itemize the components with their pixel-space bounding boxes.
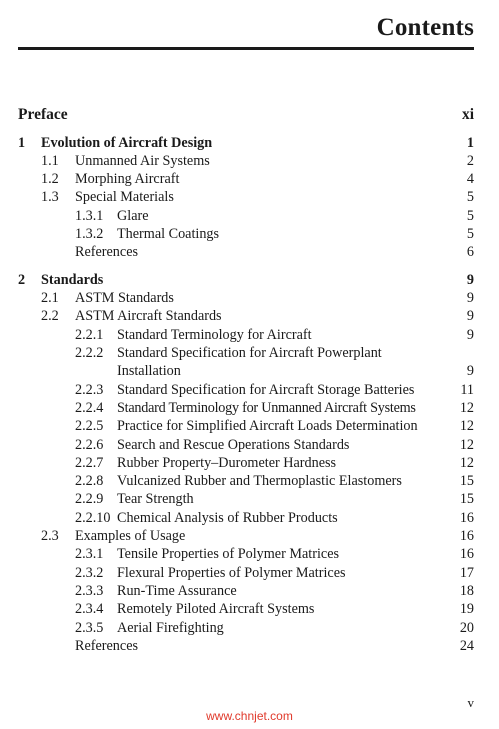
toc-entry-number: 2.3.1 <box>75 546 104 562</box>
toc-entry-section[interactable] <box>0 152 499 170</box>
toc-entry-number: 2.2.4 <box>75 400 104 416</box>
toc-entry-number: 2.1 <box>41 290 59 306</box>
toc-entry-references[interactable] <box>0 637 499 655</box>
toc-entry-section[interactable] <box>0 289 499 307</box>
toc-entry-title: Thermal Coatings <box>117 226 220 242</box>
toc-entry-title: Flexural Properties of Polymer Matrices <box>117 565 346 581</box>
toc-entry-subsection[interactable] <box>0 207 499 225</box>
toc-entry-page: 6 <box>466 244 474 260</box>
toc-entry-title: Aerial Firefighting <box>117 620 224 636</box>
toc-entry-page: 15 <box>459 491 474 507</box>
toc-entry-title: ASTM Aircraft Standards <box>75 308 222 324</box>
toc-entry-title: Examples of Usage <box>75 528 186 544</box>
toc-entry-page: 16 <box>459 510 474 526</box>
toc-entry-page: 12 <box>459 400 474 416</box>
toc-entry-number: 2.2.6 <box>75 437 104 453</box>
toc-entry-number: 2.2.9 <box>75 491 104 507</box>
toc-entry-subsection[interactable] <box>0 326 499 344</box>
toc-entry-title: Chemical Analysis of Rubber Products <box>117 510 338 526</box>
toc-entry-subsection[interactable] <box>0 490 499 508</box>
toc-entry-chapter-2[interactable] <box>0 271 499 289</box>
toc-entry-page: 5 <box>466 226 474 242</box>
toc-entry-section[interactable] <box>0 527 499 545</box>
toc-entry-title: References <box>75 638 139 654</box>
toc-entry-page: 12 <box>459 418 474 434</box>
toc-entry-subsection[interactable] <box>0 600 499 618</box>
toc-entry-subsection[interactable] <box>0 436 499 454</box>
toc-entry-page: 11 <box>460 382 474 398</box>
toc-entry-title: Glare <box>117 208 149 224</box>
toc-entry-number: 2.2.5 <box>75 418 104 434</box>
toc-entry-title: Rubber Property–Durometer Hardness <box>117 455 337 471</box>
toc-entry-title: Standard Terminology for Unmanned Aircraft Systems <box>117 400 416 416</box>
toc-entry-subsection[interactable] <box>0 509 499 527</box>
toc-entry-subsection[interactable] <box>0 344 499 362</box>
toc-entry-number: 1.3.1 <box>75 208 104 224</box>
toc-entry-title: Run-Time Assurance <box>117 583 237 599</box>
toc-entry-title: Morphing Aircraft <box>75 171 180 187</box>
toc-entry-title: Special Materials <box>75 189 174 205</box>
toc-entry-page: 9 <box>466 308 474 324</box>
toc-entry-number: 2 <box>18 272 26 288</box>
toc-entry-number: 2.2.2 <box>75 345 104 361</box>
toc-entry-number: 1.3 <box>41 189 59 205</box>
toc-entry-page: 18 <box>459 583 474 599</box>
toc-entry-title: Standard Terminology for Aircraft <box>117 327 312 343</box>
toc-entry-number: 2.3.2 <box>75 565 104 581</box>
toc-entry-title: Standards <box>41 272 104 288</box>
toc-entry-page: 5 <box>466 189 474 205</box>
toc-entry-number: 2.2.3 <box>75 382 104 398</box>
toc-entry-number: 1.1 <box>41 153 59 169</box>
toc-entry-page: 4 <box>466 171 474 187</box>
toc-entry-title: References <box>75 244 139 260</box>
toc-entry-subsection[interactable] <box>0 454 499 472</box>
toc-entry-number: 2.2.1 <box>75 327 104 343</box>
toc-entry-title: Evolution of Aircraft Design <box>41 135 213 151</box>
toc-entry-title: Vulcanized Rubber and Thermoplastic Elastomers <box>117 473 402 489</box>
toc-entry-preface[interactable] <box>0 106 499 124</box>
toc-entry-section[interactable] <box>0 188 499 206</box>
toc-entry-page: 9 <box>466 327 474 343</box>
toc-entry-title: Practice for Simplified Aircraft Loads Determination <box>117 418 418 434</box>
toc-entry-title: Tear Strength <box>117 491 194 507</box>
watermark-text: www.chnjet.com <box>206 709 293 723</box>
toc-entry-title: Standard Specification for Aircraft Powerplant <box>117 345 382 361</box>
toc-entry-number: 2.2.7 <box>75 455 104 471</box>
toc-entry-title: Standard Specification for Aircraft Storage Batteries <box>117 382 415 398</box>
toc-entry-number: 2.3.4 <box>75 601 104 617</box>
toc-entry-page: 5 <box>466 208 474 224</box>
toc-entry-page: 12 <box>459 455 474 471</box>
toc-entry-subsection[interactable] <box>0 619 499 637</box>
toc-entry-page: 2 <box>466 153 474 169</box>
toc-entry-subsection[interactable] <box>0 582 499 600</box>
page-number: v <box>467 695 474 710</box>
toc-entry-number: 2.3.5 <box>75 620 104 636</box>
toc-entry-page: 1 <box>466 135 474 151</box>
toc-entry-subsection[interactable] <box>0 225 499 243</box>
toc-entry-page: 24 <box>459 638 474 654</box>
toc-entry-title: Preface <box>18 106 68 123</box>
toc-entry-number: 1.3.2 <box>75 226 104 242</box>
toc-entry-subsection[interactable] <box>0 472 499 490</box>
page-title: Contents <box>376 14 474 41</box>
toc-entry-title: Search and Rescue Operations Standards <box>117 437 350 453</box>
toc-entry-page: 12 <box>459 437 474 453</box>
toc-entry-number: 2.3 <box>41 528 59 544</box>
toc-entry-page: 16 <box>459 528 474 544</box>
toc-entry-title: Unmanned Air Systems <box>75 153 210 169</box>
toc-entry-page: 9 <box>466 363 474 379</box>
toc-entry-subsection[interactable] <box>0 564 499 582</box>
toc-entry-number: 2.2.8 <box>75 473 104 489</box>
toc-entry-subsection[interactable] <box>0 381 499 399</box>
toc-entry-page: 9 <box>466 290 474 306</box>
toc-entry-chapter-1[interactable] <box>0 134 499 152</box>
toc-entry-page: 15 <box>459 473 474 489</box>
toc-entry-page: 16 <box>459 546 474 562</box>
toc-entry-continuation[interactable] <box>0 362 499 380</box>
toc-entry-title: ASTM Standards <box>75 290 174 306</box>
toc-entry-number: 2.3.3 <box>75 583 104 599</box>
toc-entry-section[interactable] <box>0 170 499 188</box>
toc-entry-title: Tensile Properties of Polymer Matrices <box>117 546 340 562</box>
title-rule <box>18 47 474 50</box>
toc-entry-number: 1 <box>18 135 26 151</box>
toc-entry-page: xi <box>461 106 474 123</box>
toc-entry-subsection[interactable] <box>0 545 499 563</box>
toc-entry-page: 9 <box>466 272 474 288</box>
toc-entry-page: 20 <box>459 620 474 636</box>
toc-entry-subsection[interactable] <box>0 417 499 435</box>
toc-entry-title: Installation <box>117 363 181 379</box>
toc-entry-references[interactable] <box>0 243 499 261</box>
toc-entry-section[interactable] <box>0 307 499 325</box>
toc-entry-title: Remotely Piloted Aircraft Systems <box>117 601 315 617</box>
toc-entry-page: 19 <box>459 601 474 617</box>
toc-entry-number: 2.2 <box>41 308 59 324</box>
toc-entry-number: 1.2 <box>41 171 59 187</box>
toc-entry-subsection[interactable] <box>0 399 499 417</box>
toc-entry-page: 17 <box>459 565 474 581</box>
toc-entry-number: 2.2.10 <box>75 510 111 526</box>
